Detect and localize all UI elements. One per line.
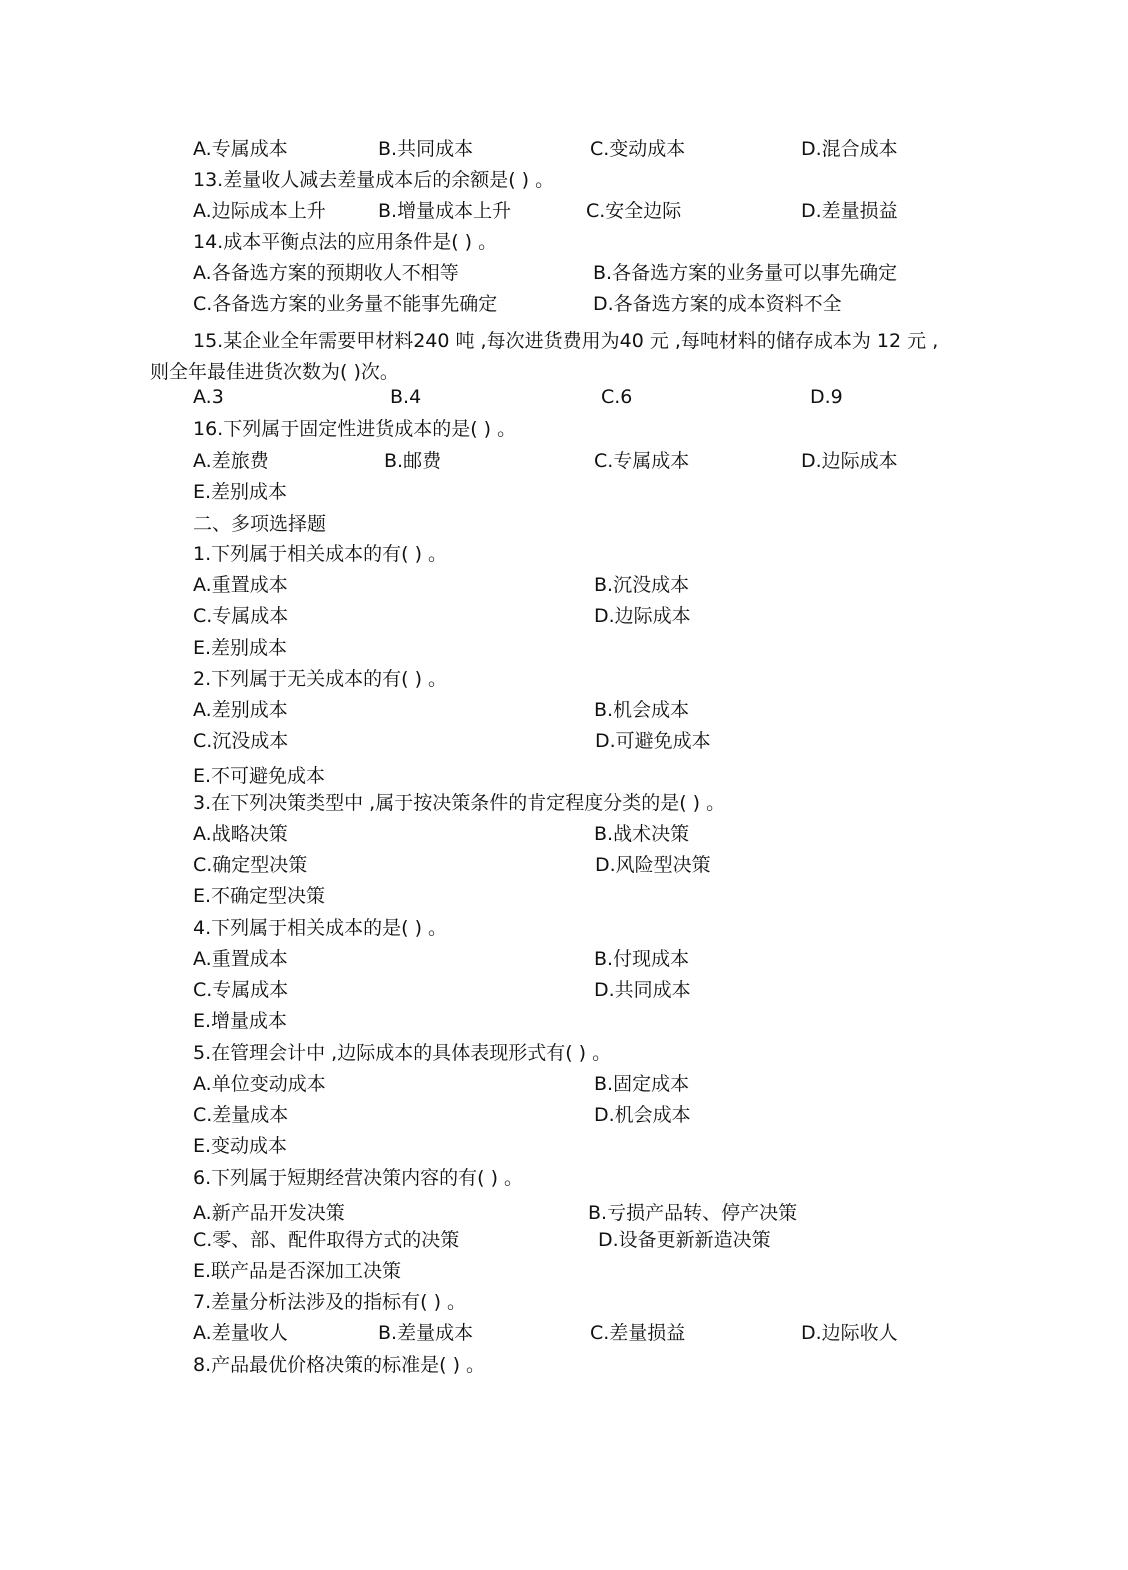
question-line: E.差别成本 — [193, 637, 288, 659]
question-line: E.差别成本 — [193, 481, 288, 503]
question-line: 8.产品最优价格决策的标准是( ) 。 — [193, 1354, 486, 1376]
question-line: 4.下列属于相关成本的是( ) 。 — [193, 917, 448, 939]
answer-option: C.安全边际 — [586, 200, 682, 222]
answer-option: C.专属成本 — [594, 450, 690, 472]
answer-option: C.差量损益 — [590, 1322, 686, 1344]
answer-option: A.边际成本上升 — [193, 200, 326, 222]
question-line: 15.某企业全年需要甲材料240 吨 ,每次进货费用为40 元 ,每吨材料的储存成本为 12 元 , — [193, 330, 939, 352]
answer-option: B.机会成本 — [594, 699, 690, 721]
answer-option: C.零、部、配件取得方式的决策 — [193, 1229, 460, 1251]
question-line: E.不确定型决策 — [193, 885, 326, 907]
question-line: 1.下列属于相关成本的有( ) 。 — [193, 543, 448, 565]
question-line: E.联产品是否深加工决策 — [193, 1260, 402, 1282]
answer-option: B.共同成本 — [378, 138, 474, 160]
answer-option: C.确定型决策 — [193, 854, 308, 876]
question-line: 则全年最佳进货次数为( )次。 — [150, 361, 399, 383]
answer-option: A.单位变动成本 — [193, 1073, 326, 1095]
answer-option: D.各备选方案的成本资料不全 — [593, 293, 842, 315]
answer-option: B.各备选方案的业务量可以事先确定 — [593, 262, 898, 284]
answer-option: A.新产品开发决策 — [193, 1202, 345, 1224]
answer-option: A.各备选方案的预期收人不相等 — [193, 262, 459, 284]
answer-option: B.沉没成本 — [594, 574, 690, 596]
answer-option: A.差旅费 — [193, 450, 269, 472]
answer-option: C.专属成本 — [193, 979, 289, 1001]
answer-option: C.变动成本 — [590, 138, 686, 160]
answer-option: D.共同成本 — [594, 979, 691, 1001]
question-line: E.增量成本 — [193, 1010, 288, 1032]
answer-option: D.混合成本 — [801, 138, 898, 160]
question-line: 16.下列属于固定性进货成本的是( ) 。 — [193, 418, 517, 440]
answer-option: C.6 — [601, 386, 633, 408]
answer-option: B.固定成本 — [594, 1073, 690, 1095]
question-line: 6.下列属于短期经营决策内容的有( ) 。 — [193, 1167, 524, 1189]
answer-option: C.各备选方案的业务量不能事先确定 — [193, 293, 498, 315]
answer-option: A.重置成本 — [193, 948, 288, 970]
answer-option: D.风险型决策 — [595, 854, 711, 876]
question-line: 14.成本平衡点法的应用条件是( ) 。 — [193, 231, 498, 253]
answer-option: B.4 — [390, 386, 422, 408]
answer-option: D.可避免成本 — [595, 730, 711, 752]
question-line: 二、多项选择题 — [193, 513, 327, 535]
question-line: 3.在下列决策类型中 ,属于按决策条件的肯定程度分类的是( ) 。 — [193, 792, 726, 814]
answer-option: C.专属成本 — [193, 605, 289, 627]
question-line: 13.差量收人减去差量成本后的余额是( ) 。 — [193, 169, 555, 191]
answer-option: D.设备更新新造决策 — [598, 1229, 771, 1251]
answer-option: D.边际成本 — [594, 605, 691, 627]
question-line: 2.下列属于无关成本的有( ) 。 — [193, 668, 448, 690]
answer-option: B.增量成本上升 — [378, 200, 512, 222]
answer-option: C.差量成本 — [193, 1104, 289, 1126]
answer-option: A.战略决策 — [193, 823, 288, 845]
answer-option: A.专属成本 — [193, 138, 288, 160]
answer-option: D.9 — [810, 386, 843, 408]
answer-option: C.沉没成本 — [193, 730, 289, 752]
answer-option: B.战术决策 — [594, 823, 690, 845]
question-line: E.不可避免成本 — [193, 765, 326, 787]
answer-option: B.邮费 — [384, 450, 442, 472]
answer-option: A.重置成本 — [193, 574, 288, 596]
question-line: 7.差量分析法涉及的指标有( ) 。 — [193, 1291, 467, 1313]
answer-option: D.边际收人 — [801, 1322, 898, 1344]
answer-option: A.差别成本 — [193, 699, 288, 721]
answer-option: A.3 — [193, 386, 224, 408]
answer-option: B.差量成本 — [378, 1322, 474, 1344]
answer-option: D.边际成本 — [801, 450, 898, 472]
answer-option: B.付现成本 — [594, 948, 690, 970]
answer-option: D.机会成本 — [594, 1104, 691, 1126]
question-line: E.变动成本 — [193, 1135, 288, 1157]
answer-option: B.亏损产品转、停产决策 — [588, 1202, 798, 1224]
answer-option: D.差量损益 — [801, 200, 898, 222]
question-line: 5.在管理会计中 ,边际成本的具体表现形式有( ) 。 — [193, 1042, 612, 1064]
answer-option: A.差量收人 — [193, 1322, 288, 1344]
